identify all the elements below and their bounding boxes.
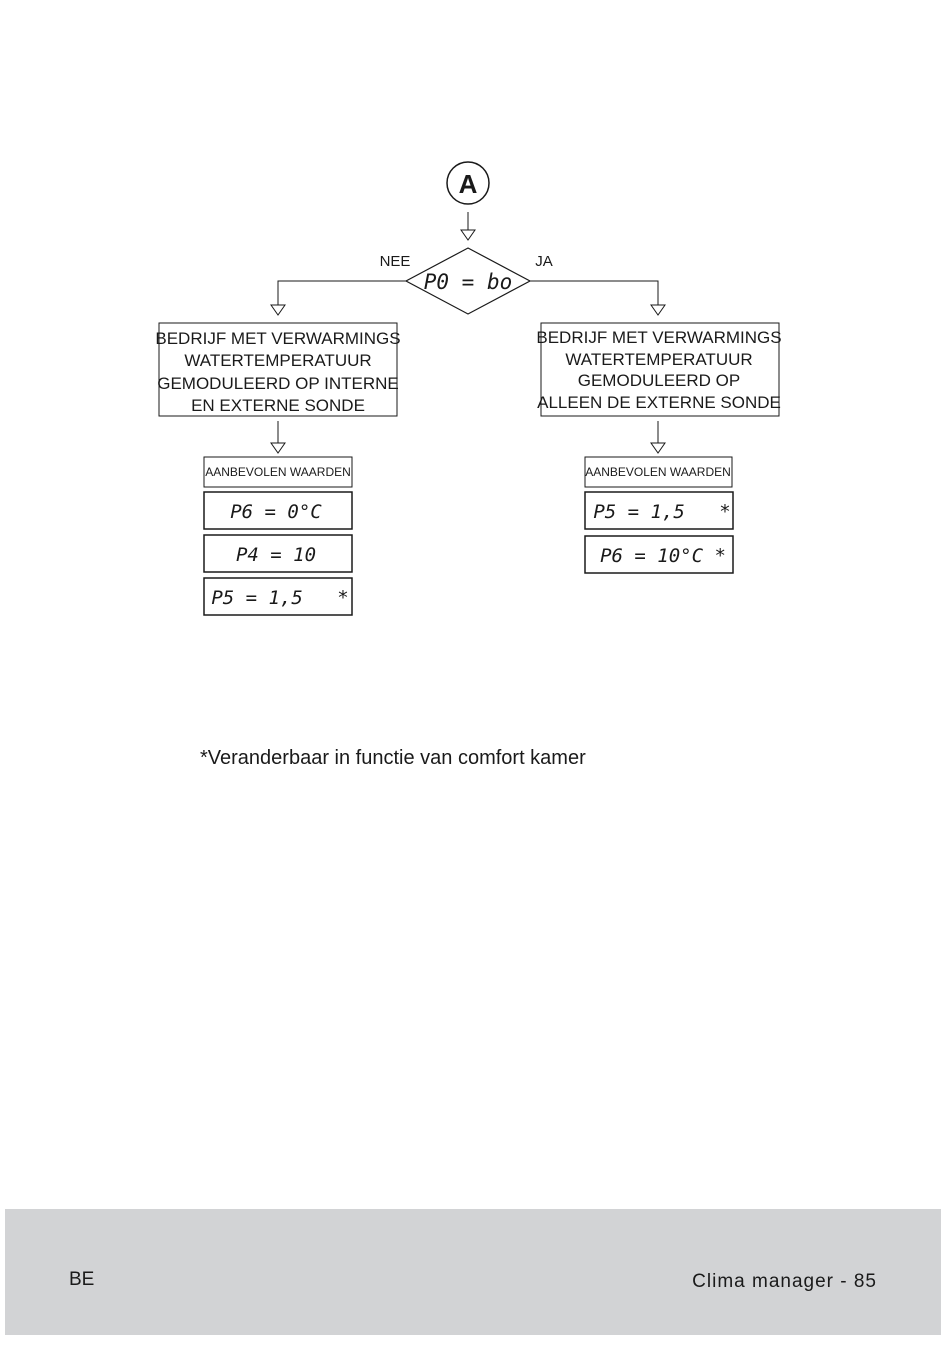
right-rec-header: AANBEVOLEN WAARDEN: [585, 465, 731, 479]
left-value-p4: P4 = 10: [235, 544, 317, 566]
left-value-p6: P6 = 0°C: [230, 501, 322, 523]
page-footer: [5, 1209, 941, 1335]
left-box-line: BEDRIJF MET VERWARMINGS: [155, 329, 401, 348]
arrow-right-branch: [530, 281, 665, 315]
arrow-left-branch: [271, 281, 406, 315]
arrow-to-decision: [461, 212, 475, 240]
right-value-p5: P5 = 1,5 *: [593, 501, 731, 523]
arrow-left-to-values: [271, 421, 285, 453]
left-box-line: WATERTEMPERATUUR: [184, 351, 372, 370]
right-box-line: WATERTEMPERATUUR: [565, 350, 753, 369]
left-value-p5: P5 = 1,5 *: [211, 587, 349, 609]
left-box-line: EN EXTERNE SONDE: [191, 396, 365, 415]
footnote: *Veranderbaar in functie van comfort kamer: [200, 747, 586, 769]
right-box-line: BEDRIJF MET VERWARMINGS: [536, 328, 782, 347]
left-box-line: GEMODULEERD OP INTERNE: [157, 374, 399, 393]
yes-label: JA: [535, 253, 553, 270]
right-box-line: GEMODULEERD OP: [577, 371, 741, 390]
footer-page-number: Clima manager - 85: [692, 1271, 877, 1292]
right-box-line: ALLEEN DE EXTERNE SONDE: [537, 393, 781, 412]
footer-language: BE: [69, 1269, 95, 1290]
right-value-p6: P6 = 10°C *: [600, 545, 726, 567]
left-rec-header: AANBEVOLEN WAARDEN: [205, 465, 351, 479]
connector-label: A: [458, 169, 478, 199]
decision-text: P0 = bo: [423, 270, 513, 294]
no-label: NEE: [379, 253, 411, 270]
arrow-right-to-values: [651, 421, 665, 453]
